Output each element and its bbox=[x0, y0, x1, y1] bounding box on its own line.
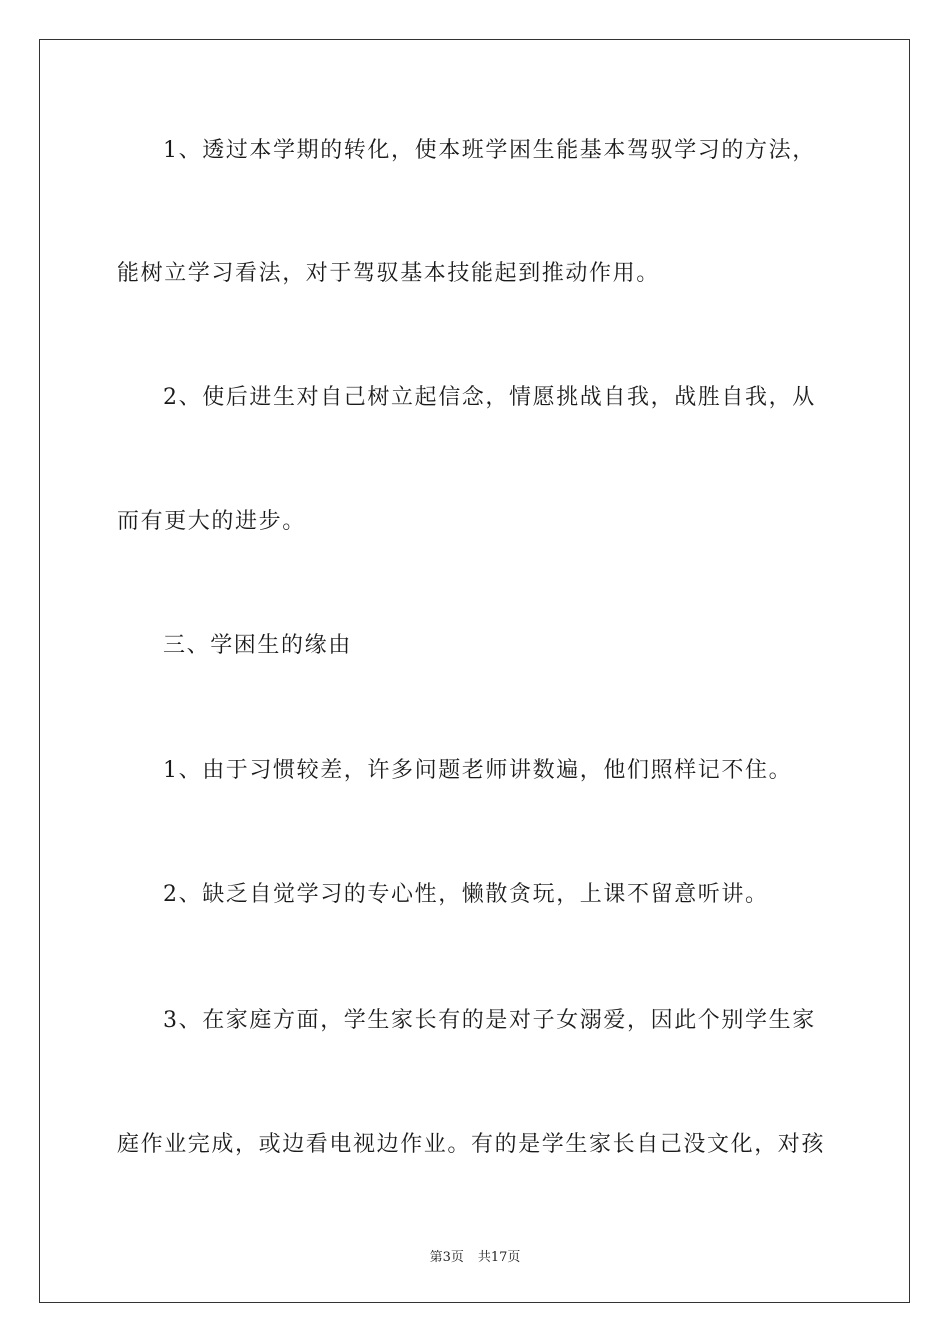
paragraph-line: 3、在家庭方面，学生家长有的是对子女溺爱，因此个别学生家 bbox=[163, 1008, 816, 1033]
paragraph-line: 1、透过本学期的转化，使本班学困生能基本驾驭学习的方法， bbox=[163, 138, 816, 163]
paragraph-line: 2、缺乏自觉学习的专心性，懒散贪玩，上课不留意听讲。 bbox=[163, 882, 769, 907]
paragraph-line: 庭作业完成，或边看电视边作业。有的是学生家长自己没文化，对孩 bbox=[117, 1132, 826, 1157]
section-heading: 三、学困生的缘由 bbox=[163, 633, 352, 658]
page-border bbox=[39, 39, 910, 1303]
paragraph-line: 2、使后进生对自己树立起信念，情愿挑战自我，战胜自我，从 bbox=[163, 385, 816, 410]
paragraph-line: 能树立学习看法，对于驾驭基本技能起到推动作用。 bbox=[117, 261, 660, 286]
page-number: 第3页 bbox=[429, 1250, 464, 1265]
paragraph-line: 1、由于习惯较差，许多问题老师讲数遍，他们照样记不住。 bbox=[163, 758, 793, 783]
page-total: 共17页 bbox=[477, 1250, 521, 1265]
paragraph-line: 而有更大的进步。 bbox=[117, 509, 306, 534]
page-footer bbox=[0, 1246, 950, 1265]
